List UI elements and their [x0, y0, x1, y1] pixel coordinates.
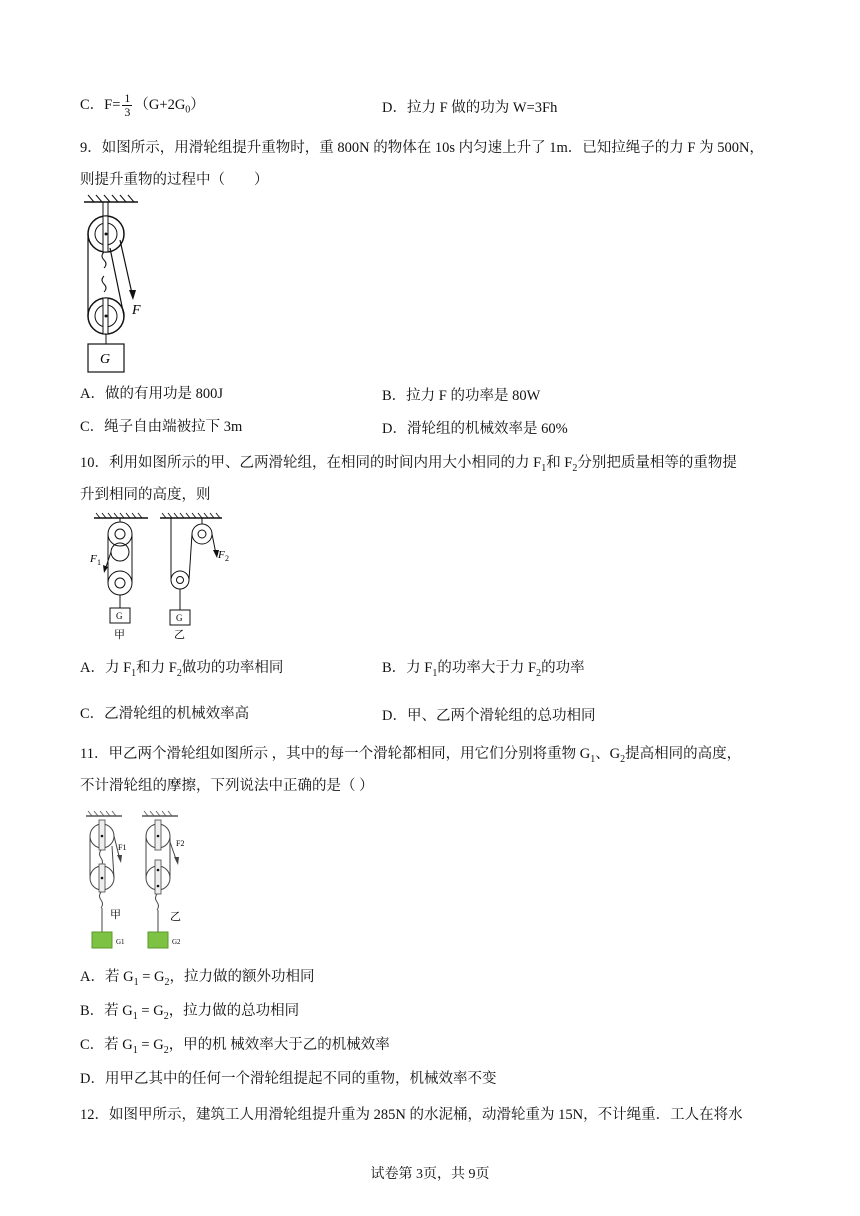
- weight-block-g1: [92, 932, 112, 948]
- force-label-f1: F1: [118, 843, 127, 852]
- q9-option-c: C．绳子自由端被拉下 3m: [80, 419, 243, 435]
- q10-option-b: B．力 $F_1$的功率大于力 $F_2$的功率: [382, 660, 585, 679]
- q11-option-a: A．若 $G_1 = G_2$，拉力做的额外功相同: [80, 969, 315, 988]
- q8-option-d: D．拉力 F 做的功为 W=3Fh: [382, 100, 558, 116]
- q9-stem-line1: 9．如图所示，用滑轮组提升重物时，重 800N 的物体在 10s 内匀速上升了 1m．已知拉绳子的力 F 为 500N，: [80, 140, 764, 156]
- q9-option-d: D．滑轮组的机械效率是 60%: [382, 421, 568, 437]
- label-jia: 甲: [110, 909, 121, 921]
- fraction: $\frac{1}{3}$: [124, 91, 131, 119]
- force-label-f1: F: [90, 553, 97, 565]
- q9-stem-line2: 则提升重物的过程中（ ）: [80, 172, 269, 188]
- weight-label-g1: G: [116, 611, 123, 621]
- q12-stem-line1: 12．如图甲所示，建筑工人用滑轮组提升重为 285N 的水泥桶，动滑轮重为 15N，不计绳重．工人在将水: [80, 1107, 743, 1123]
- q8-option-c: C．F= $\frac{1}{3}$ $(G+2G_0)$: [80, 91, 205, 119]
- q9-option-b: B．拉力 F 的功率是 80W: [382, 388, 541, 404]
- q10-pulley-figure: [82, 510, 242, 642]
- svg-text:1: 1: [97, 558, 101, 567]
- q11-option-b: B．若 $G_1 = G_2$，拉力做的总功相同: [80, 1003, 300, 1022]
- page-footer: 试卷第 3页，共 9页: [370, 1167, 490, 1182]
- q9-pulley-figure: [80, 194, 160, 374]
- label-yi: 乙: [174, 629, 185, 641]
- weight-label-g2: G: [176, 613, 183, 623]
- q11-option-c: C．若 $G_1 = G_2$，甲的机 械效率大于乙的机械效率: [80, 1037, 390, 1056]
- label-yi: 乙: [170, 911, 181, 923]
- svg-text:2: 2: [225, 554, 229, 563]
- q10-stem-line1: 10．利用如图所示的甲、乙两滑轮组，在相同的时间内用大小相同的力 $F_1$和 $F_2$分别把质量相等的重物提: [80, 455, 737, 474]
- weight-label-g1: G1: [116, 938, 125, 946]
- weight-label-g2: G2: [172, 938, 181, 946]
- q10-stem-line2: 升到相同的高度，则: [80, 487, 211, 503]
- label-jia: 甲: [114, 629, 125, 641]
- q11-option-d: D．用甲乙其中的任何一个滑轮组提起不同的重物，机械效率不变: [80, 1071, 497, 1087]
- q9-option-a: A．做的有用功是 800J: [80, 386, 223, 402]
- weight-label: G: [100, 352, 111, 367]
- q11-stem-line2: 不计滑轮组的摩擦，下列说法中正确的是（ ）: [80, 778, 374, 794]
- force-label: F: [132, 303, 141, 318]
- q11-pulley-figure: [82, 808, 202, 950]
- q10-option-c: C．乙滑轮组的机械效率高: [80, 706, 250, 722]
- q11-stem-line1: 11．甲乙两个滑轮组如图所示 ，其中的每一个滑轮都相同，用它们分别将重物 $G_1$、$G_2$提高相同的高度，: [80, 746, 742, 765]
- weight-block-g2: [148, 932, 168, 948]
- force-label-f2: F2: [176, 839, 185, 848]
- q10-option-d: D．甲、乙两个滑轮组的总功相同: [382, 708, 596, 724]
- q10-option-a: A．力 $F_1$和力 $F_2$做功的功率相同: [80, 660, 284, 679]
- force-label-f2: F: [218, 549, 225, 561]
